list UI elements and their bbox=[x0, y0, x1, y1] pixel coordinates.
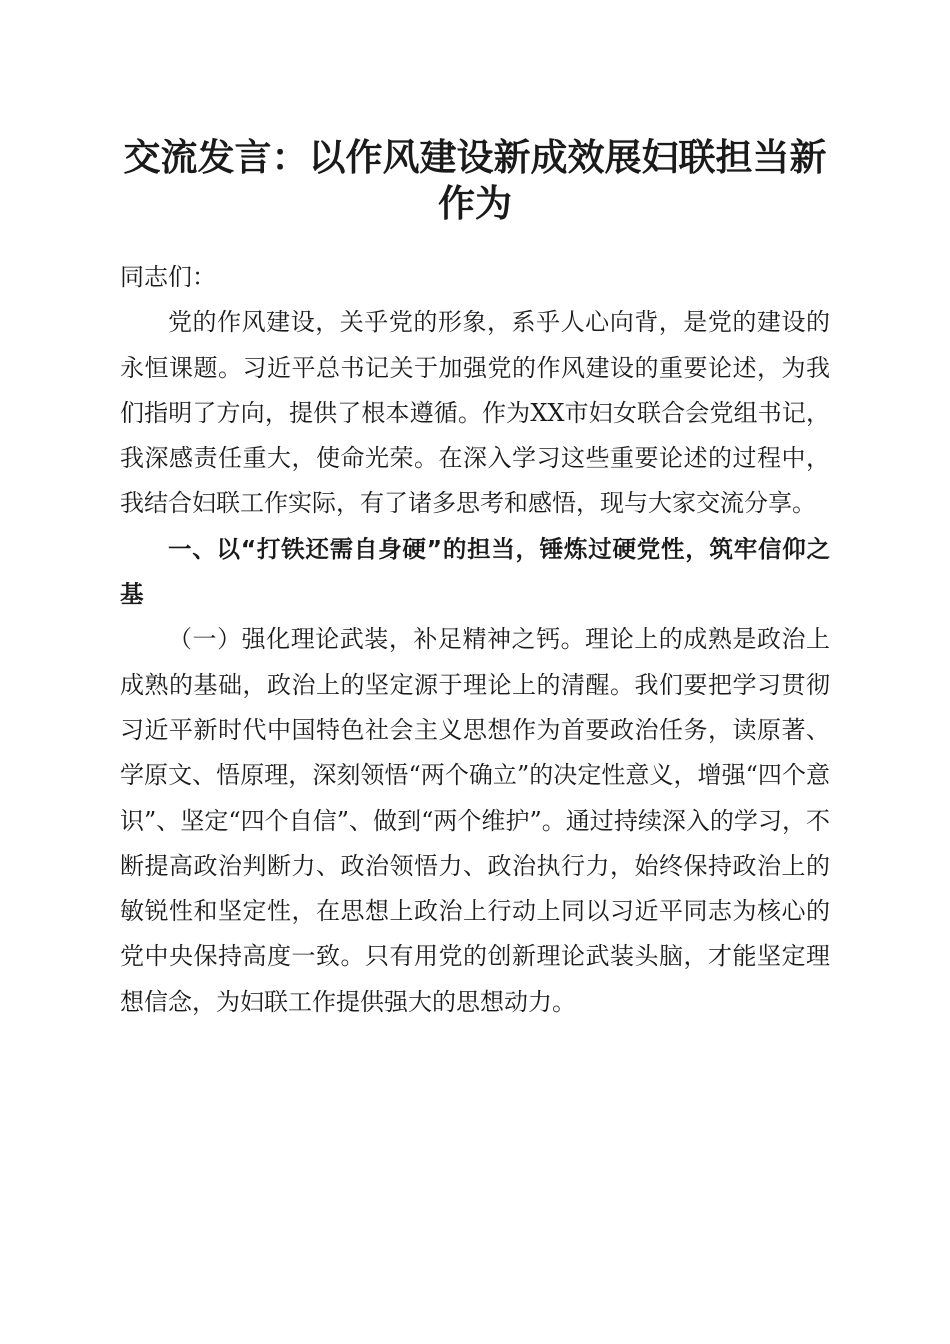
document-body bbox=[120, 255, 830, 1025]
intro-paragraph: 党的作风建设，关乎党的形象，系乎人心向背，是党的建设的永恒课题。习近平总书记关于加强党的作风建设的重要论述，为我们指明了方向，提供了根本遵循。作为XX市妇女联合会党组书记，我深感责任重大，使命光荣。在深入学习这些重要论述的过程中，我结合妇联工作实际，有了诸多思考和感悟，现与大家交流分享。 bbox=[120, 308, 830, 518]
salutation: 同志们： bbox=[120, 263, 216, 291]
section-heading: 一、以“打铁还需自身硬”的担当，锤炼过硬党性，筑牢信仰之基 bbox=[120, 534, 830, 609]
document-title: 交流发言：以作风建设新成效展妇联担当新作为 bbox=[123, 135, 827, 225]
subsection-paragraph: （一）强化理论武装，补足精神之钙。理论上的成熟是政治上成熟的基础，政治上的坚定源于理论上的清醒。我们要把学习贯彻习近平新时代中国特色社会主义思想作为首要政治任务，读原著、学原文、悟原理，深刻领悟“两个确立”的决定性意义，增强“四个意识”、坚定“四个自信”、做到“两个维护”。通过持续深入的学习，不断提高政治判断力、政治领悟力、政治执行力，始终保持政治上的敏锐性和坚定性，在思想上政治上行动上同以习近平同志为核心的党中央保持高度一致。只有用党的创新理论武装头脑，才能坚定理想信念，为妇联工作提供强大的思想动力。 bbox=[120, 625, 830, 1016]
